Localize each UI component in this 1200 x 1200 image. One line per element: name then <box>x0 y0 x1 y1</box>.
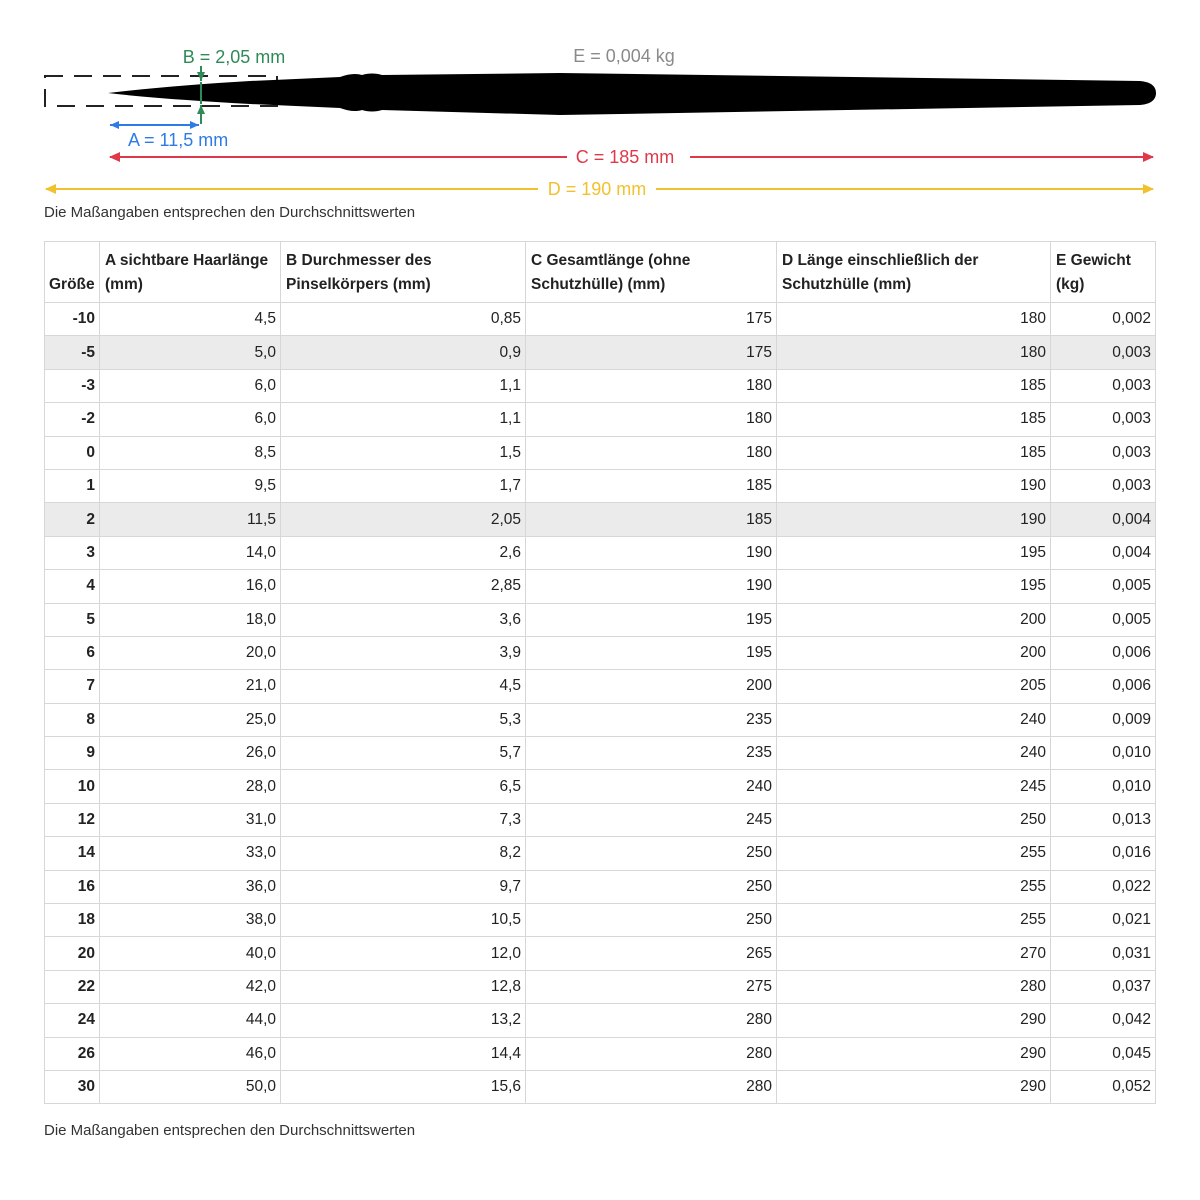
brush-dimension-diagram <box>0 0 1200 200</box>
cell-size: 3 <box>45 536 100 569</box>
cell-a: 40,0 <box>100 937 281 970</box>
header-b: B Durchmesser des Pinselkörpers (mm) <box>281 242 526 303</box>
cell-e: 0,037 <box>1051 970 1156 1003</box>
cell-size: -10 <box>45 303 100 336</box>
header-a: A sichtbare Haarlänge (mm) <box>100 242 281 303</box>
cell-d: 205 <box>777 670 1051 703</box>
cell-a: 20,0 <box>100 636 281 669</box>
cell-e: 0,006 <box>1051 670 1156 703</box>
cell-d: 280 <box>777 970 1051 1003</box>
cell-c: 195 <box>526 603 777 636</box>
cell-c: 275 <box>526 970 777 1003</box>
cell-size: 20 <box>45 937 100 970</box>
cell-d: 190 <box>777 503 1051 536</box>
cell-size: 10 <box>45 770 100 803</box>
cell-c: 240 <box>526 770 777 803</box>
cell-c: 195 <box>526 636 777 669</box>
cell-a: 11,5 <box>100 503 281 536</box>
cell-d: 240 <box>777 703 1051 736</box>
cell-a: 6,0 <box>100 403 281 436</box>
cell-b: 6,5 <box>281 770 526 803</box>
table-row <box>45 303 1156 336</box>
cell-e: 0,003 <box>1051 369 1156 402</box>
cell-b: 1,5 <box>281 436 526 469</box>
cell-d: 255 <box>777 870 1051 903</box>
table-row <box>45 636 1156 669</box>
cell-e: 0,013 <box>1051 803 1156 836</box>
cell-a: 33,0 <box>100 837 281 870</box>
cell-size: -5 <box>45 336 100 369</box>
cell-c: 190 <box>526 570 777 603</box>
table-header-row <box>45 242 1156 303</box>
cell-c: 200 <box>526 670 777 703</box>
table-row <box>45 837 1156 870</box>
header-e: E Gewicht (kg) <box>1051 242 1156 303</box>
cell-d: 180 <box>777 336 1051 369</box>
table-row <box>45 770 1156 803</box>
table-row <box>45 1037 1156 1070</box>
cell-size: -3 <box>45 369 100 402</box>
cell-b: 5,7 <box>281 737 526 770</box>
table-row <box>45 503 1156 536</box>
cell-b: 1,1 <box>281 403 526 436</box>
cell-c: 250 <box>526 837 777 870</box>
cell-c: 185 <box>526 503 777 536</box>
cell-a: 46,0 <box>100 1037 281 1070</box>
cell-c: 175 <box>526 303 777 336</box>
cell-a: 44,0 <box>100 1004 281 1037</box>
cell-b: 5,3 <box>281 703 526 736</box>
cell-b: 2,05 <box>281 503 526 536</box>
header-d: D Länge einschließlich der Schutzhülle (mm) <box>777 242 1051 303</box>
cell-e: 0,021 <box>1051 904 1156 937</box>
table-body <box>45 303 1156 1104</box>
cell-size: 16 <box>45 870 100 903</box>
note-bottom: Die Maßangaben entsprechen den Durchschnittswerten <box>44 1122 416 1139</box>
cell-b: 3,9 <box>281 636 526 669</box>
cell-c: 235 <box>526 703 777 736</box>
cell-b: 4,5 <box>281 670 526 703</box>
cell-size: 1 <box>45 469 100 502</box>
table-row <box>45 670 1156 703</box>
cell-e: 0,022 <box>1051 870 1156 903</box>
header-c: C Gesamtlänge (ohne Schutzhülle) (mm) <box>526 242 777 303</box>
label-a: A = 11,5 mm <box>128 130 229 150</box>
cell-e: 0,010 <box>1051 770 1156 803</box>
cell-c: 235 <box>526 737 777 770</box>
label-b: B = 2,05 mm <box>182 47 286 67</box>
cell-c: 280 <box>526 1004 777 1037</box>
cell-a: 26,0 <box>100 737 281 770</box>
cell-c: 180 <box>526 369 777 402</box>
cell-e: 0,003 <box>1051 336 1156 369</box>
cell-c: 245 <box>526 803 777 836</box>
cell-e: 0,031 <box>1051 937 1156 970</box>
cell-a: 9,5 <box>100 469 281 502</box>
cell-e: 0,002 <box>1051 303 1156 336</box>
cell-d: 250 <box>777 803 1051 836</box>
cell-size: 0 <box>45 436 100 469</box>
cell-c: 250 <box>526 870 777 903</box>
cell-c: 265 <box>526 937 777 970</box>
table-row <box>45 937 1156 970</box>
cell-a: 42,0 <box>100 970 281 1003</box>
cell-d: 200 <box>777 603 1051 636</box>
cell-d: 290 <box>777 1037 1051 1070</box>
cell-d: 240 <box>777 737 1051 770</box>
cell-e: 0,006 <box>1051 636 1156 669</box>
table-row <box>45 536 1156 569</box>
cell-c: 175 <box>526 336 777 369</box>
table-row <box>45 403 1156 436</box>
cell-a: 38,0 <box>100 904 281 937</box>
cell-b: 8,2 <box>281 837 526 870</box>
size-table <box>44 241 1156 1104</box>
cell-size: 2 <box>45 503 100 536</box>
cell-b: 14,4 <box>281 1037 526 1070</box>
cell-b: 9,7 <box>281 870 526 903</box>
cell-size: 22 <box>45 970 100 1003</box>
cell-size: 4 <box>45 570 100 603</box>
table-row <box>45 603 1156 636</box>
table-row <box>45 1070 1156 1103</box>
cell-e: 0,045 <box>1051 1037 1156 1070</box>
cell-a: 31,0 <box>100 803 281 836</box>
cell-c: 280 <box>526 1037 777 1070</box>
table-row <box>45 737 1156 770</box>
cell-e: 0,005 <box>1051 603 1156 636</box>
cell-a: 6,0 <box>100 369 281 402</box>
cell-e: 0,009 <box>1051 703 1156 736</box>
cell-a: 4,5 <box>100 303 281 336</box>
cell-a: 21,0 <box>100 670 281 703</box>
cell-e: 0,005 <box>1051 570 1156 603</box>
cell-c: 250 <box>526 904 777 937</box>
header-size: Größe <box>45 242 100 303</box>
cell-d: 200 <box>777 636 1051 669</box>
cell-b: 10,5 <box>281 904 526 937</box>
cell-d: 255 <box>777 837 1051 870</box>
cell-size: 18 <box>45 904 100 937</box>
table-row <box>45 369 1156 402</box>
table-row <box>45 803 1156 836</box>
cell-b: 7,3 <box>281 803 526 836</box>
brush-silhouette <box>108 73 1156 115</box>
cell-b: 2,6 <box>281 536 526 569</box>
cell-size: 9 <box>45 737 100 770</box>
cell-a: 36,0 <box>100 870 281 903</box>
cell-size: 7 <box>45 670 100 703</box>
cell-b: 2,85 <box>281 570 526 603</box>
cell-b: 1,7 <box>281 469 526 502</box>
cell-e: 0,052 <box>1051 1070 1156 1103</box>
cell-size: 24 <box>45 1004 100 1037</box>
cell-a: 5,0 <box>100 336 281 369</box>
table-row <box>45 870 1156 903</box>
cell-size: 14 <box>45 837 100 870</box>
cell-d: 180 <box>777 303 1051 336</box>
cell-d: 245 <box>777 770 1051 803</box>
cell-d: 270 <box>777 937 1051 970</box>
cell-a: 25,0 <box>100 703 281 736</box>
label-d: D = 190 mm <box>547 179 647 199</box>
cell-size: 5 <box>45 603 100 636</box>
cell-a: 18,0 <box>100 603 281 636</box>
cell-a: 50,0 <box>100 1070 281 1103</box>
cell-d: 190 <box>777 469 1051 502</box>
cell-size: 8 <box>45 703 100 736</box>
cell-a: 8,5 <box>100 436 281 469</box>
cell-b: 12,8 <box>281 970 526 1003</box>
cell-size: 6 <box>45 636 100 669</box>
cell-e: 0,010 <box>1051 737 1156 770</box>
cell-d: 255 <box>777 904 1051 937</box>
table-row <box>45 1004 1156 1037</box>
table-row <box>45 970 1156 1003</box>
table-row <box>45 570 1156 603</box>
cell-c: 180 <box>526 436 777 469</box>
table-row <box>45 336 1156 369</box>
cell-e: 0,042 <box>1051 1004 1156 1037</box>
cell-d: 290 <box>777 1070 1051 1103</box>
cell-b: 0,85 <box>281 303 526 336</box>
cell-b: 1,1 <box>281 369 526 402</box>
table-row <box>45 703 1156 736</box>
cell-c: 190 <box>526 536 777 569</box>
cell-d: 195 <box>777 570 1051 603</box>
cell-d: 185 <box>777 403 1051 436</box>
table-row <box>45 904 1156 937</box>
cell-size: 12 <box>45 803 100 836</box>
cell-e: 0,004 <box>1051 536 1156 569</box>
cell-b: 0,9 <box>281 336 526 369</box>
cell-c: 280 <box>526 1070 777 1103</box>
cell-e: 0,003 <box>1051 436 1156 469</box>
cell-d: 185 <box>777 369 1051 402</box>
cell-d: 290 <box>777 1004 1051 1037</box>
cell-size: -2 <box>45 403 100 436</box>
cell-b: 15,6 <box>281 1070 526 1103</box>
cell-b: 12,0 <box>281 937 526 970</box>
cell-e: 0,016 <box>1051 837 1156 870</box>
cell-c: 185 <box>526 469 777 502</box>
cell-a: 14,0 <box>100 536 281 569</box>
note-top: Die Maßangaben entsprechen den Durchschnittswerten <box>44 204 416 221</box>
label-c: C = 185 mm <box>575 147 675 167</box>
cell-c: 180 <box>526 403 777 436</box>
cell-a: 16,0 <box>100 570 281 603</box>
cell-e: 0,003 <box>1051 403 1156 436</box>
cell-size: 26 <box>45 1037 100 1070</box>
cell-d: 185 <box>777 436 1051 469</box>
table-row <box>45 469 1156 502</box>
cell-e: 0,003 <box>1051 469 1156 502</box>
cell-size: 30 <box>45 1070 100 1103</box>
cell-b: 3,6 <box>281 603 526 636</box>
label-e: E = 0,004 kg <box>573 46 675 66</box>
cell-e: 0,004 <box>1051 503 1156 536</box>
cell-a: 28,0 <box>100 770 281 803</box>
cell-b: 13,2 <box>281 1004 526 1037</box>
cell-d: 195 <box>777 536 1051 569</box>
table-row <box>45 436 1156 469</box>
